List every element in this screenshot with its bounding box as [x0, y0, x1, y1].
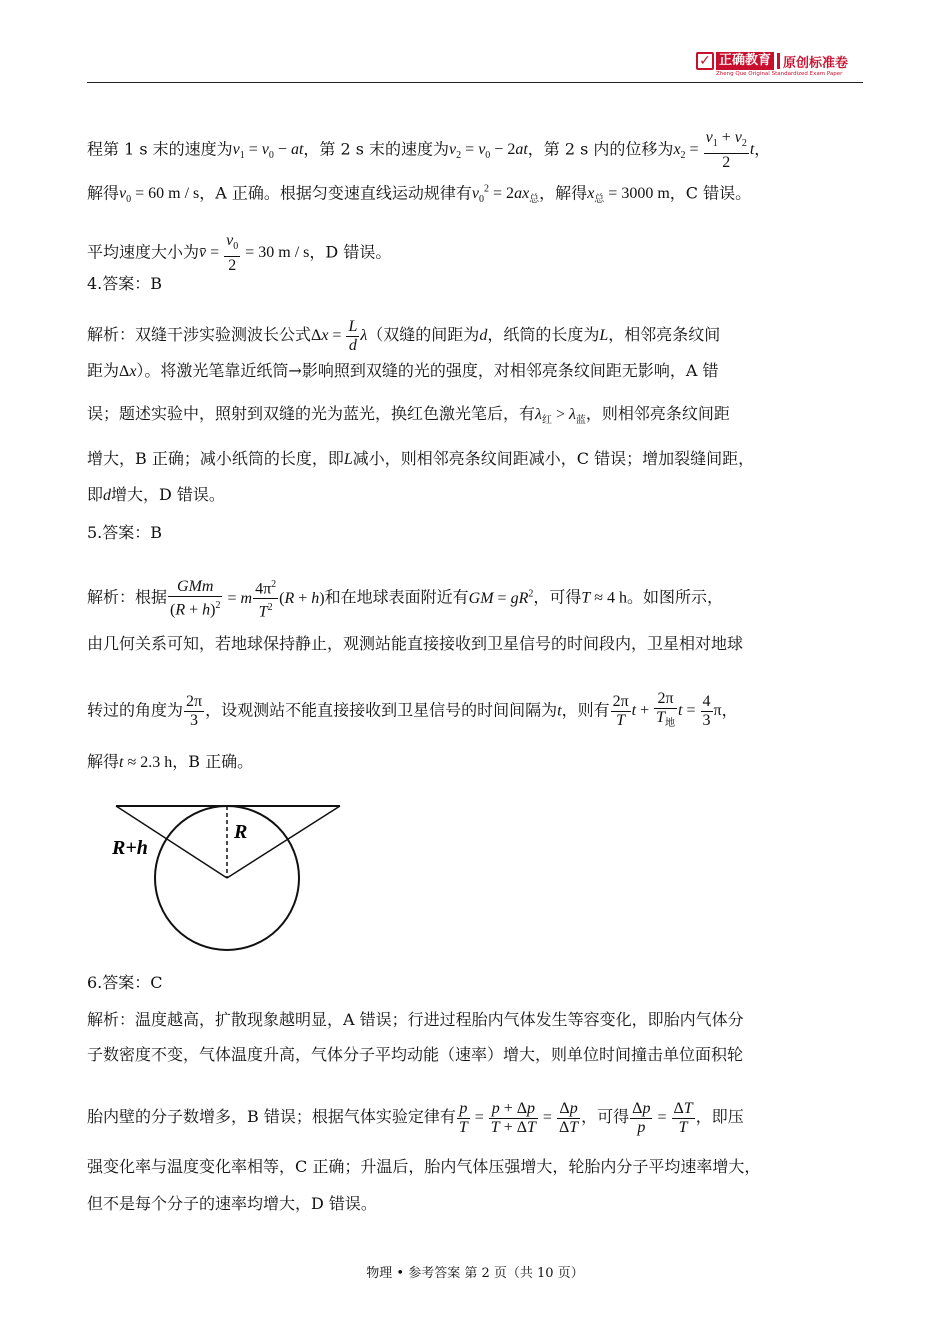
- q5-line-3: 转过的角度为 $\frac{2\pi}{3}$ ，设观测站不能直接接收到卫星信号的时间间隔为t，则有 $\frac{2\pi}{T}$ t + $\frac{2\pi}{T_地}$ t = $\frac{4}{3}$ π，: [87, 690, 738, 730]
- label-r-plus-h: R+h: [112, 837, 148, 859]
- q4-line-4: 增大，B 正确；减小纸筒的长度，即L减小，则相邻亮条纹间距减小，C 错误；增加裂缝间距，: [87, 449, 755, 468]
- page-footer: 物理 • 参考答案 第 2 页（共 10 页）: [366, 1266, 584, 1281]
- q6-line-1: 解析：温度越高，扩散现象越明显，A 错误；行进过程胎内气体发生等容变化，即胎内气体分: [87, 1010, 744, 1029]
- publisher-logo: [696, 52, 862, 80]
- label-r: R: [234, 821, 248, 843]
- logo-name: 正确教育: [716, 52, 774, 70]
- checkmark-icon: ✓: [696, 52, 714, 70]
- q6-line-4: 强变化率与温度变化率相等，C 正确；升温后，胎内气体压强增大，轮胎内分子平均速率增大，: [87, 1157, 761, 1176]
- q5-answer: 5.答案：B: [87, 523, 163, 542]
- q3-line-2: 解得$v_0 = 60$ m / s，A 正确。根据匀变速直线运动规律有$v_0^2 = 2ax_总$，解得$x_总 = 3000$ m，C 错误。: [87, 183, 752, 206]
- q3-line-3: 平均速度大小为v̄ = $\frac{v_0}{2}$ = 30 m / s，D 错误。: [87, 232, 392, 275]
- q6-line-3: 胎内壁的分子数增多，B 错误；根据气体实验定律有 $\frac{p}{T}$ = $\frac{p + \Delta p}{T + \Delta T}$ = $\frac{\Delta p}{\Delta T}$ ，可得 $\frac{\Delta p}{p}$ = $\frac{\Delta T}{T}$ ，即压: [87, 1100, 744, 1136]
- q4-line-2: 距为Δx）。将激光笔靠近纸筒→影响照到双缝的光的强度，对相邻亮条纹间距无影响，A 错: [87, 361, 719, 380]
- q3-line-1: 程第 1 s 末的速度为$v_1 = v_0$ − at，第 2 s 末的速度为$v_2 = v_0 - 2at$，第 2 s 内的位移为$x_2$ = $\frac{v_1 + v_2}{2}$ t，: [87, 129, 771, 172]
- q6-line-2: 子数密度不变，气体温度升高，气体分子平均动能（速率）增大，则单位时间撞击单位面积轮: [87, 1045, 744, 1064]
- q4-line-3: 误；题述实验中，照射到双缝的光为蓝光，换红色激光笔后，有$\lambda_红 > \lambda_蓝$，则相邻亮条纹间距: [87, 404, 730, 427]
- orbit-geometry-figure: [108, 798, 348, 958]
- logo-divider: [777, 53, 780, 69]
- q5-line-1: 解析：根据 $\frac{\text{GMm}}{(R + h)^2}$ = m $\frac{4\pi^2}{T^2}$ (R + h)和在地球表面附近有GM = $gR^2$，可得T ≈ 4 h。如图所示，: [87, 576, 723, 622]
- header-rule: [87, 82, 863, 83]
- q5-line-4: 解得t ≈ 2.3 h，B 正确。: [87, 752, 254, 771]
- q6-answer: 6.答案：C: [87, 973, 163, 992]
- q5-line-2: 由几何关系可知，若地球保持静止，观测站能直接接收到卫星信号的时间段内，卫星相对地球: [87, 634, 744, 653]
- logo-tagline: 原创标准卷: [783, 55, 849, 71]
- q4-answer: 4.答案：B: [87, 274, 163, 293]
- q4-line-1: 解析：双缝干涉实验测波长公式Δx = $\frac{L}{d}$ λ（双缝的间距为d，纸筒的长度为L，相邻亮条纹间: [87, 318, 721, 354]
- logo-subtitle: Zheng Que Original Standardized Exam Paper: [716, 71, 843, 77]
- q6-line-5: 但不是每个分子的速率均增大，D 错误。: [87, 1194, 377, 1213]
- q4-line-5: 即d增大，D 错误。: [87, 485, 225, 504]
